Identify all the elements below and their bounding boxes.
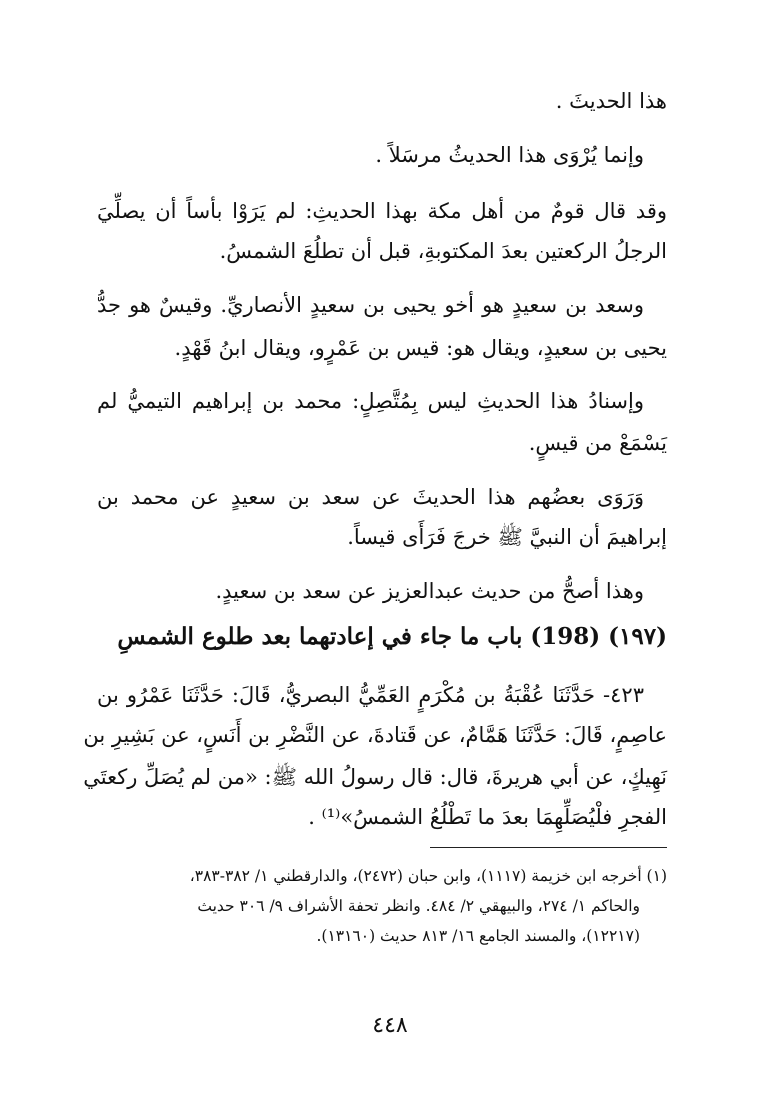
footnote-line: (١٢٢١٧)، والمسند الجامع ١٦/ ٨١٣ حديث (١٣١٦٠). bbox=[316, 927, 640, 945]
paragraph-line: الرجلُ الركعتين بعدَ المكتوبةِ، قبل أن تطلُعَ الشمسُ. bbox=[219, 239, 667, 263]
hadith-line: نَهِيكٍ، عن أبي هريرةَ، قال: قال رسولُ الله ﷺ: «من لم يُصَلِّ ركعتَي bbox=[83, 765, 667, 789]
paragraph-line: وإنما يُرْوَى هذا الحديثُ مرسَلاً . bbox=[375, 143, 644, 167]
paragraph-line: يحيى بن سعيدٍ، ويقال هو: قيس بن عَمْرٍو، ويقال ابنُ قَهْدٍ. bbox=[174, 336, 667, 360]
paragraph-line: وقد قال قومٌ من أهل مكة بهذا الحديثِ: لم يَرَوْا بأساً أن يصلِّيَ bbox=[97, 199, 667, 223]
hadith-line: الفجرِ فلْيُصَلِّهِمَا بعدَ ما تَطْلُعُ الشمسُ»⁽¹⁾ . bbox=[308, 805, 667, 829]
footnote-line: (١) أخرجه ابن خزيمة (١١١٧)، وابن حبان (٢٤٧٢)، والدارقطني ١/ ٣٨٢-٣٨٣، bbox=[189, 867, 667, 885]
footnote-line: والحاكم ١/ ٢٧٤، والبيهقي ٢/ ٤٨٤. وانظر تحفة الأشراف ٩/ ٣٠٦ حديث bbox=[197, 897, 640, 915]
hadith-line: ٤٢٣- حَدَّثَنَا عُقْبَةُ بن مُكْرَمٍ العَمِّيُّ البصريُّ، قَالَ: حَدَّثَنَا عَمْرُو بن bbox=[97, 683, 644, 707]
paragraph-line: وَرَوَى بعضُهم هذا الحديثَ عن سعد بن سعيدٍ عن محمد بن bbox=[97, 485, 644, 509]
paragraph-line: وهذا أصحُّ من حديث عبدالعزيز عن سعد بن سعيدٍ. bbox=[215, 579, 644, 603]
footnote-separator bbox=[430, 847, 667, 848]
paragraph-line: هذا الحديثَ . bbox=[555, 89, 667, 113]
paragraph-line: إبراهيمَ أن النبيَّ ﷺ خرجَ فَرَأَى قيساً. bbox=[347, 525, 667, 549]
paragraph-line: يَسْمَعْ من قيسٍ. bbox=[528, 431, 667, 455]
page-number: ٤٤٨ bbox=[372, 1013, 408, 1038]
paragraph-line: وسعد بن سعيدٍ هو أخو يحيى بن سعيدٍ الأنصاريِّ. وقيسٌ هو جدُّ bbox=[97, 293, 644, 317]
chapter-heading: (١٩٧) (198) باب ما جاء في إعادتهما بعد طلوع الشمسِ bbox=[117, 623, 667, 650]
paragraph-line: وإسنادُ هذا الحديثِ ليس بِمُتَّصِلٍ: محمد بن إبراهيم التيميُّ لم bbox=[97, 389, 644, 413]
hadith-line: عاصِمٍ، قَالَ: حَدَّثَنَا هَمَّامٌ، عن قَتادةَ، عن النَّضْرِ بن أَنَسٍ، عن بَشِيرِ بن bbox=[83, 723, 667, 747]
